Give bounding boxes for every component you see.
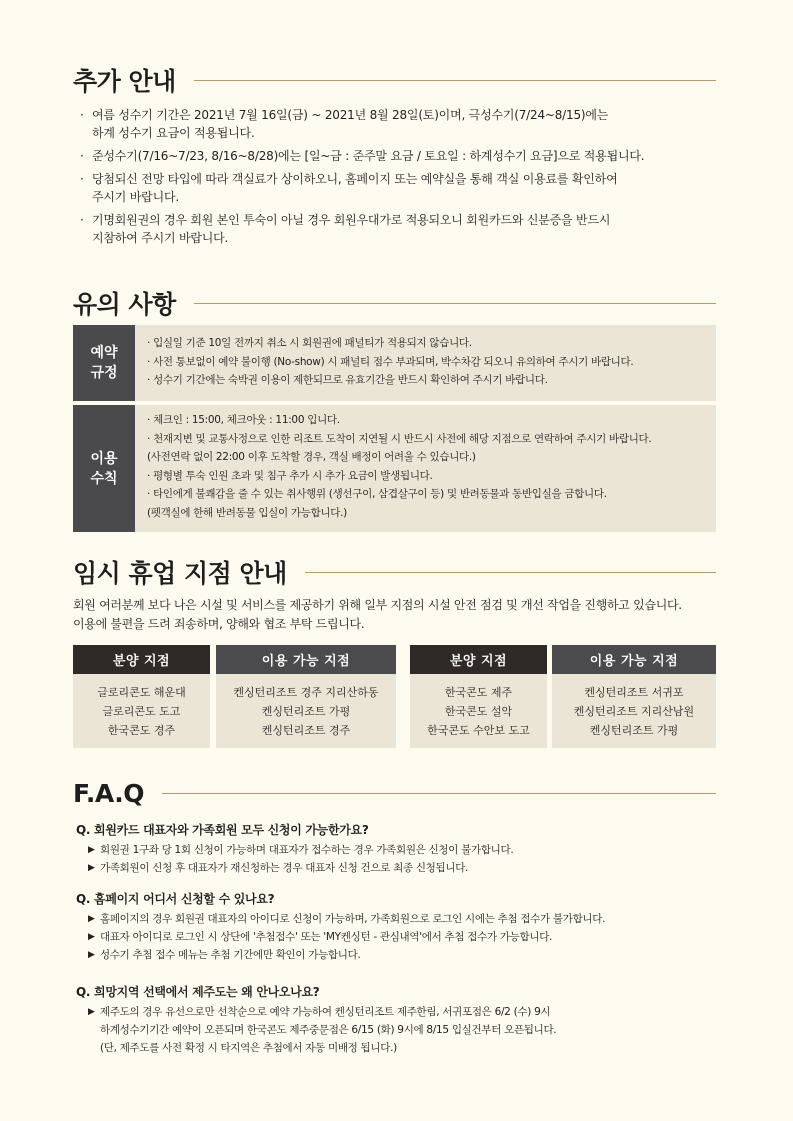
list-item: · 준성수기(7/16~7/23, 8/16~8/28)에는 [일~금 : 준주말 요금 / 토요일 : 하계성수기 요금]으로 적용됩니다.: [80, 147, 720, 165]
closure-column: [410, 645, 547, 748]
rule-item: (펫객실에 한해 반려동물 입실이 가능합니다.): [147, 506, 347, 519]
rule-item: · 평형별 투숙 인원 초과 및 침구 추가 시 추가 요금이 발생됩니다.: [147, 469, 433, 482]
list-item: · 기명회원권의 경우 회원 본인 투숙이 아닐 경우 회원우대가로 적용되오니 회원카드와 신분증을 반드시 지참하여 주시기 바랍니다.: [80, 211, 720, 247]
answer-item: ▶ 대표자 아이디로 로그인 시 상단에 '추첨접수' 또는 'MY켄싱턴 - 관심내역'에서 추첨 접수가 가능합니다.: [88, 928, 728, 946]
rule-item: · 타인에게 불쾌감을 줄 수 있는 취사행위 (생선구이, 삼겹살구이 등) 및 반려동물과 동반입실을 금합니다.: [147, 488, 607, 500]
list-item: · 당첨되신 전망 타입에 따라 객실료가 상이하오니, 홈페이지 또는 예약실을 통해 객실 이용료를 확인하여 주시기 바랍니다.: [80, 170, 720, 206]
column-cells: 글로리콘도 해운대 글로리콘도 도고 한국콘도 경주: [73, 674, 210, 748]
faq-question: Q. 회원카드 대표자와 가족회원 모두 신청이 가능한가요?: [76, 823, 369, 837]
reservation-rules-row: [73, 325, 716, 401]
rule-item: · 성수기 기간에는 숙박권 이용이 제한되므로 유효기간을 반드시 확인하여 주시기 바랍니다.: [147, 374, 548, 386]
closure-header: [73, 554, 716, 590]
column-cells: 켄싱턴리조트 서귀포 켄싱턴리조트 지리산남원 켄싱턴리조트 가평: [552, 674, 716, 748]
faq-title: F.A.Q: [73, 779, 144, 808]
faq-answer: [88, 910, 728, 964]
usage-rules-body: [135, 405, 716, 532]
notes-title: 유의 사항: [73, 290, 176, 319]
triangle-bullet-icon: ▶: [88, 1007, 95, 1017]
closure-table: [73, 645, 716, 748]
column-cells: 켄싱턴리조트 경주 지리산하동 켄싱턴리조트 가평 켄싱턴리조트 경주: [216, 674, 396, 748]
answer-item: ▶ 회원권 1구좌 당 1회 신청이 가능하며 대표자가 접수하는 경우 가족회원은 신청이 불가합니다.: [88, 841, 728, 859]
column-cells: 한국콘도 제주 한국콘도 설악 한국콘도 수안보 도고: [410, 674, 547, 748]
column-header: 이용 가능 지점: [552, 645, 716, 674]
notes-header: [73, 285, 716, 321]
closure-column: [552, 645, 716, 748]
closure-title: 임시 휴업 지점 안내: [73, 559, 287, 588]
triangle-bullet-icon: ▶: [88, 863, 95, 873]
usage-rules-label: 이용 수칙: [73, 405, 135, 532]
faq-answer: [88, 841, 728, 877]
triangle-bullet-icon: ▶: [88, 914, 95, 924]
rule-item: (사전연락 없이 22:00 이후 도착할 경우, 객실 배정이 어려울 수 있습니다.): [147, 451, 476, 463]
rule-item: · 체크인 : 15:00, 체크아웃 : 11:00 입니다.: [147, 414, 340, 426]
triangle-bullet-icon: ▶: [88, 950, 95, 960]
reservation-rules-body: [135, 325, 716, 401]
triangle-bullet-icon: ▶: [88, 845, 95, 855]
usage-rules-row: [73, 405, 716, 532]
column-header: 분양 지점: [73, 645, 210, 674]
rule-item: · 사전 통보없이 예약 불이행 (No-show) 시 패널티 점수 부과되며, 박수차감 되오니 유의하여 주시기 바랍니다.: [147, 355, 634, 368]
faq-header: [73, 779, 716, 808]
column-header: 분양 지점: [410, 645, 547, 674]
reservation-rules-label: 예약 규정: [73, 325, 135, 401]
rule-item: · 입실일 기준 10일 전까지 취소 시 회원권에 패널티가 적용되지 않습니다.: [147, 337, 472, 349]
extra-info-list: [80, 106, 720, 252]
closure-intro: 회원 여러분께 보다 나은 시설 및 서비스를 제공하기 위해 일부 지점의 시설 안전 점검 및 개선 작업을 진행하고 있습니다. 이용에 불편을 드려 죄송하며, 양해와 협조 부탁 드립니다.: [73, 598, 682, 631]
answer-item: ▶ 홈페이지의 경우 회원권 대표자의 아이디로 신청이 가능하며, 가족회원으로 로그인 시에는 추첨 접수가 불가합니다.: [88, 910, 728, 928]
column-header: 이용 가능 지점: [216, 645, 396, 674]
faq-question: Q. 희망지역 선택에서 제주도는 왜 안나오나요?: [76, 985, 320, 999]
answer-item: ▶ 가족회원이 신청 후 대표자가 재신청하는 경우 대표자 신청 건으로 최종 신청됩니다.: [88, 859, 728, 877]
extra-info-title: 추가 안내: [73, 67, 176, 96]
closure-column: [216, 645, 396, 748]
title-rule: [194, 303, 716, 304]
faq-question: Q. 홈페이지 어디서 신청할 수 있나요?: [76, 892, 275, 906]
list-item: · 여름 성수기 기간은 2021년 7월 16일(금) ~ 2021년 8월 28일(토)이며, 극성수기(7/24~8/15)에는 하계 성수기 요금이 적용됩니다.: [80, 106, 720, 142]
answer-item: ▶ 제주도의 경우 유선으로만 선착순으로 예약 가능하여 켄싱턴리조트 제주한림, 서귀포점은 6/2 (수) 9시 하계성수기기간 예약이 오픈되며 한국콘도 제주중문점은 6/15 (화) 9시에 8/15 입실건부터 오픈됩니다. (단, 제주도를 사전 확정 시 타지역은 추첨에서 자동 미배정 됩니다.): [88, 1003, 728, 1057]
answer-item: ▶ 성수기 추첨 접수 메뉴는 추첨 기간에만 확인이 가능합니다.: [88, 946, 728, 964]
triangle-bullet-icon: ▶: [88, 932, 95, 942]
title-rule: [194, 80, 716, 81]
closure-column: [73, 645, 210, 748]
rule-item: · 천재지변 및 교통사정으로 인한 리조트 도착이 지연될 시 반드시 사전에 해당 지점으로 연락하여 주시기 바랍니다.: [147, 432, 652, 445]
faq-answer: [88, 1003, 728, 1057]
title-rule: [162, 793, 716, 794]
extra-info-header: [73, 62, 716, 98]
title-rule: [305, 572, 716, 573]
